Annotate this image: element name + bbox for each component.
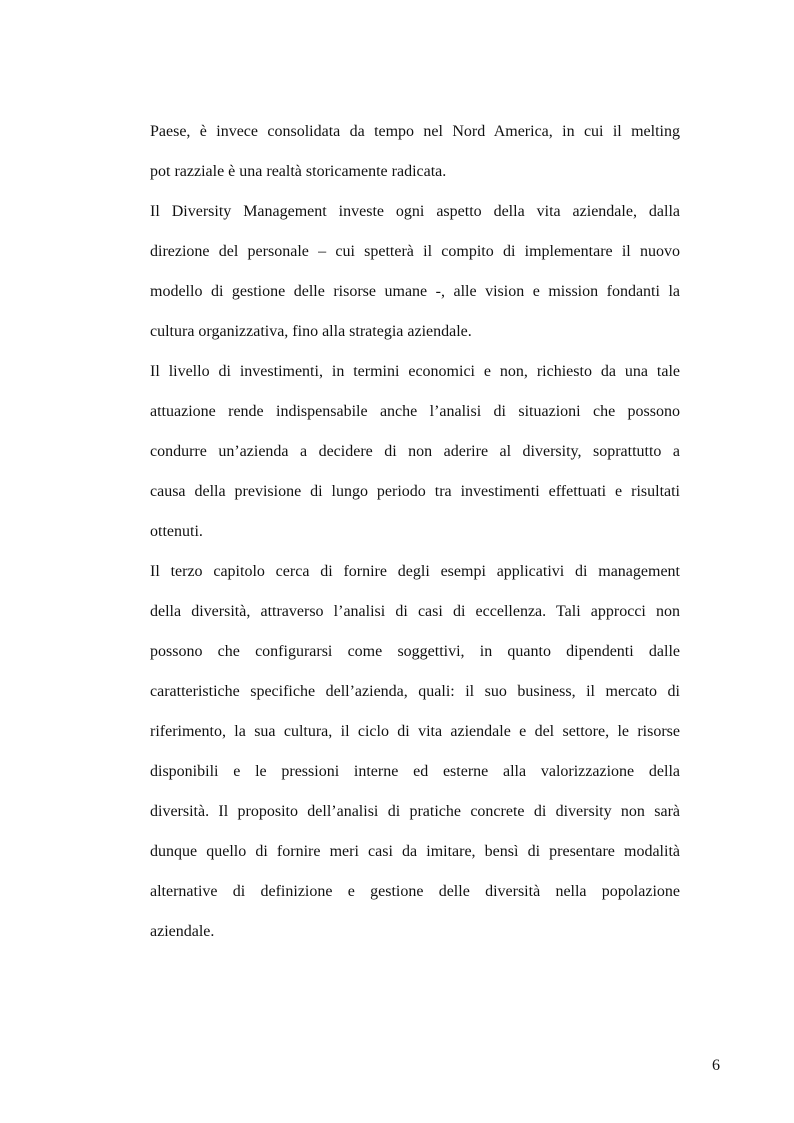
text-line: Il Diversity Management investe ogni aspetto della vita aziendale, dalla <box>150 203 680 220</box>
text-line: condurre un’azienda a decidere di non aderire al diversity, soprattutto a <box>150 443 680 460</box>
text-line: Paese, è invece consolidata da tempo nel Nord America, in cui il melting <box>150 123 680 140</box>
text-line: dunque quello di fornire meri casi da imitare, bensì di presentare modalità <box>150 843 680 860</box>
text-line: modello di gestione delle risorse umane -, alle vision e mission fondanti la <box>150 283 680 300</box>
text-line: alternative di definizione e gestione delle diversità nella popolazione <box>150 883 680 900</box>
text-line: direzione del personale – cui spetterà il compito di implementare il nuovo <box>150 243 680 260</box>
text-line: aziendale. <box>150 923 215 940</box>
text-line: della diversità, attraverso l’analisi di casi di eccellenza. Tali approcci non <box>150 603 680 620</box>
text-line: cultura organizzativa, fino alla strategia aziendale. <box>150 323 472 340</box>
text-line: Il livello di investimenti, in termini economici e non, richiesto da una tale <box>150 363 680 380</box>
text-line: riferimento, la sua cultura, il ciclo di vita aziendale e del settore, le risorse <box>150 723 680 740</box>
text-line: possono che configurarsi come soggettivi, in quanto dipendenti dalle <box>150 643 680 660</box>
text-line: pot razziale è una realtà storicamente radicata. <box>150 163 447 180</box>
text-line: disponibili e le pressioni interne ed esterne alla valorizzazione della <box>150 763 680 780</box>
text-line: caratteristiche specifiche dell’azienda, quali: il suo business, il mercato di <box>150 683 680 700</box>
text-line: causa della previsione di lungo periodo tra investimenti effettuati e risultati <box>150 483 680 500</box>
text-line: ottenuti. <box>150 523 203 540</box>
page-body <box>150 112 680 952</box>
page-number: 6 <box>712 1057 720 1074</box>
text-line: diversità. Il proposito dell’analisi di pratiche concrete di diversity non sarà <box>150 803 680 820</box>
text-line: attuazione rende indispensabile anche l’analisi di situazioni che possono <box>150 403 680 420</box>
text-line: Il terzo capitolo cerca di fornire degli esempi applicativi di management <box>150 563 680 580</box>
